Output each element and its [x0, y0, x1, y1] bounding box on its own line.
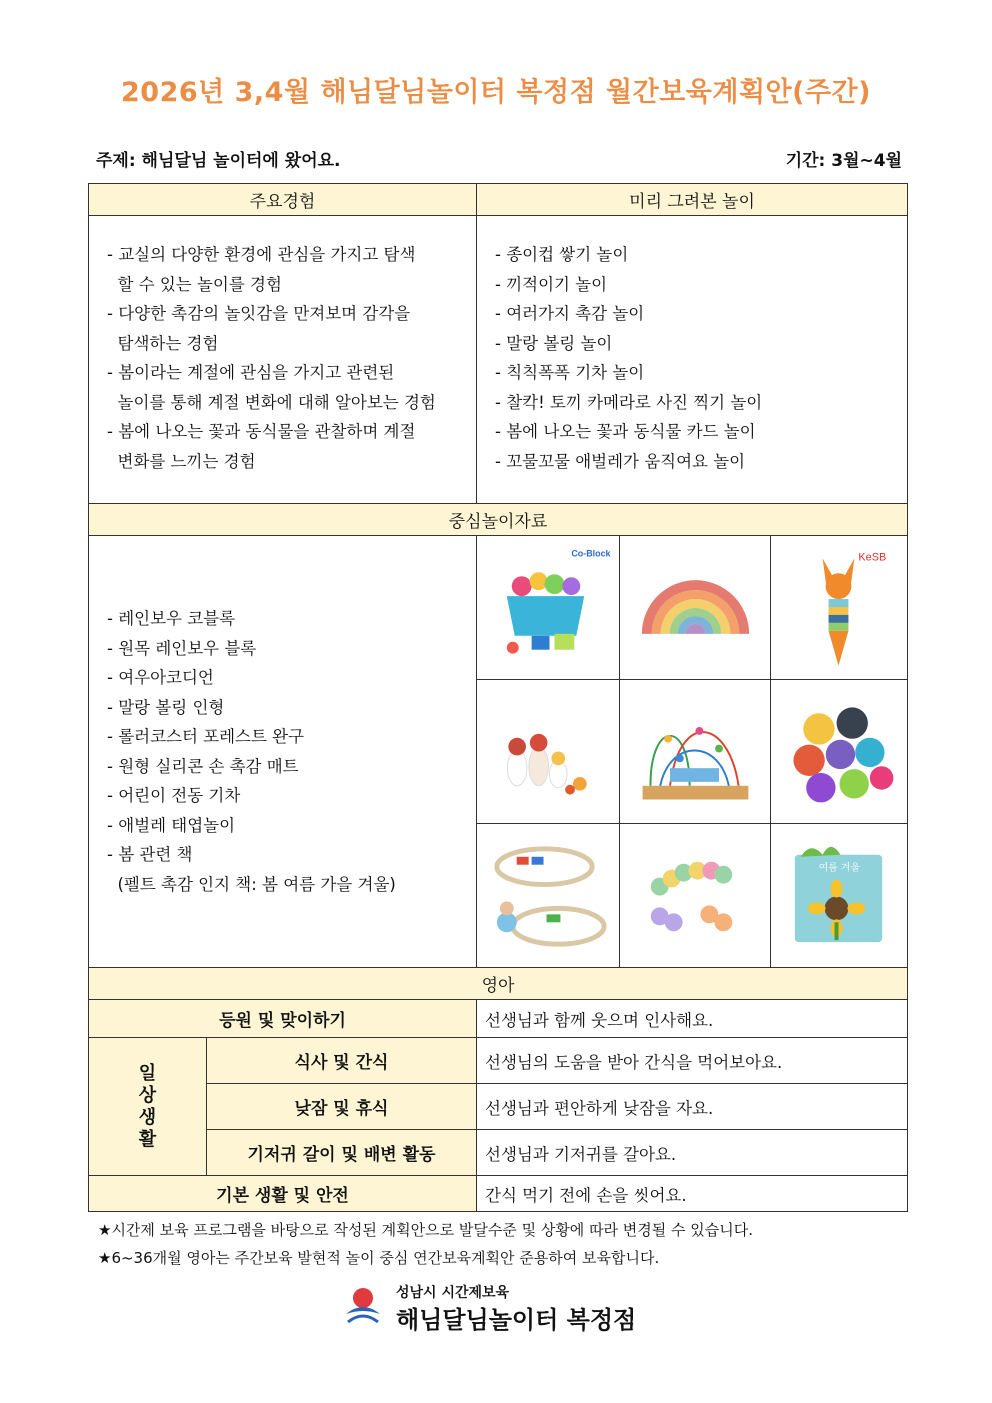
key-experience-item: - 봄에 나오는 꽃과 동식물을 관찰하며 계절 [107, 422, 416, 441]
material-item: - 애벌레 태엽놀이 [107, 815, 236, 835]
group-char: 상 [138, 1084, 157, 1106]
photo-rainbow-block [620, 536, 771, 680]
material-item: (펠트 촉감 인지 책: 봄 여름 가을 겨울) [107, 874, 396, 894]
group-char: 활 [138, 1128, 157, 1150]
key-experience-list [107, 240, 466, 476]
felt-book-title: 여름 겨울 [818, 862, 861, 874]
key-experience-item: 탐색하는 경험 [107, 333, 219, 353]
materials-list [107, 604, 476, 899]
material-item: - 롤러코스터 포레스트 완구 [107, 727, 305, 746]
photo-sensory-mats [771, 680, 908, 824]
planned-play-item: - 종이컵 쌓기 놀이 [495, 245, 629, 264]
daily-row-label-3: 기저귀 갈이 및 배변 활동 [207, 1130, 477, 1176]
footnote: ★시간제 보육 프로그램을 바탕으로 작성된 계획안으로 발달수준 및 상황에 따라 변경될 수 있습니다. [98, 1221, 754, 1239]
daily-row-value-4: 간식 먹기 전에 손을 씻어요. [477, 1176, 908, 1212]
photo-fox-accordion [771, 536, 908, 680]
key-experience-header: 주요경험 [89, 184, 477, 216]
daily-row-value-3: 선생님과 기저귀를 갈아요. [477, 1130, 908, 1176]
daily-row-value-2: 선생님과 편안하게 낮잠을 자요. [477, 1084, 908, 1130]
material-item: - 말랑 볼링 인형 [107, 697, 225, 717]
daily-row-label-4: 기본 생활 및 안전 [89, 1176, 477, 1212]
daily-row-value-1: 선생님의 도움을 받아 간식을 먹어보아요. [477, 1038, 908, 1084]
group-char: 일 [138, 1062, 157, 1084]
period: 기간: 3월~4월 [785, 151, 902, 171]
planned-play-item: - 꼬물꼬물 애벌레가 움직여요 놀이 [495, 451, 746, 471]
logo-subtitle: 성남시 시간제보육 [396, 1285, 510, 1301]
material-item: - 레인보우 코블록 [107, 609, 236, 628]
coblock-logo-text: Co-Block [571, 548, 611, 559]
photo-bowling-dolls [477, 680, 620, 824]
planned-play-item: - 말랑 볼링 놀이 [495, 333, 613, 353]
topic: 주제: 해님달님 놀이터에 왔어요. [96, 151, 341, 171]
seongnam-emblem-icon [340, 1280, 386, 1330]
planned-play-header: 미리 그려본 놀이 [477, 184, 908, 216]
key-experience-item: 변화를 느끼는 경험 [107, 451, 256, 471]
planned-play-item: - 끼적이기 놀이 [495, 274, 608, 294]
material-item: - 원형 실리콘 손 촉감 매트 [107, 756, 299, 776]
material-item: - 원목 레인보우 블록 [107, 638, 257, 658]
org-logo [340, 1280, 640, 1340]
page-title: 2026년 3,4월 해님달님놀이터 복정점 월간보육계획안(주간) [121, 77, 871, 108]
key-experience-item: 할 수 있는 놀이를 경험 [107, 274, 282, 294]
planned-play-list [495, 240, 897, 476]
daily-row-label-1: 식사 및 간식 [207, 1038, 477, 1084]
daily-life-group-label [89, 1038, 207, 1176]
key-experience-item: - 교실의 다양한 환경에 관심을 가지고 탐색 [107, 245, 416, 264]
photo-felt-book [771, 824, 908, 968]
daily-row-label-2: 낮잠 및 휴식 [207, 1084, 477, 1130]
planned-play-item: - 여러가지 촉감 놀이 [495, 304, 645, 323]
fox-logo-text: KeSB [858, 551, 887, 564]
infant-header: 영아 [89, 968, 908, 1000]
daily-row-label-0: 등원 및 맞이하기 [89, 1000, 477, 1038]
materials-cell [89, 536, 477, 968]
material-item: - 여우아코디언 [107, 668, 214, 687]
material-item: - 어린이 전동 기차 [107, 786, 241, 805]
daily-row-value-0: 선생님과 함께 웃으며 인사해요. [477, 1000, 908, 1038]
footnote: ★6~36개월 영아는 주간보육 발현적 놀이 중심 연간보육계획안 준용하여 보육합니다. [98, 1249, 660, 1267]
key-experience-cell [89, 216, 477, 504]
planned-play-item: - 칙칙폭폭 기차 놀이 [495, 363, 645, 382]
key-experience-item: 놀이를 통해 계절 변화에 대해 알아보는 경험 [107, 392, 436, 412]
key-experience-item: - 다양한 촉감의 놀잇감을 만져보며 감각을 [107, 304, 411, 323]
group-char: 생 [138, 1106, 157, 1128]
plan-table [88, 183, 908, 1212]
planned-play-cell [477, 216, 908, 504]
material-item: - 봄 관련 책 [107, 845, 193, 864]
logo-title: 해님달님놀이터 복정점 [396, 1306, 637, 1334]
photo-coblock [477, 536, 620, 680]
key-experience-item: - 봄이라는 계절에 관심을 가지고 관련된 [107, 363, 395, 382]
planned-play-item: - 찰칵! 토끼 카메라로 사진 찍기 놀이 [495, 392, 763, 412]
materials-header: 중심놀이자료 [89, 504, 908, 536]
photo-electric-train [477, 824, 620, 968]
planned-play-item: - 봄에 나오는 꽃과 동식물 카드 놀이 [495, 422, 756, 441]
footnotes [98, 1216, 753, 1272]
photo-bead-maze [620, 680, 771, 824]
photo-caterpillar [620, 824, 771, 968]
